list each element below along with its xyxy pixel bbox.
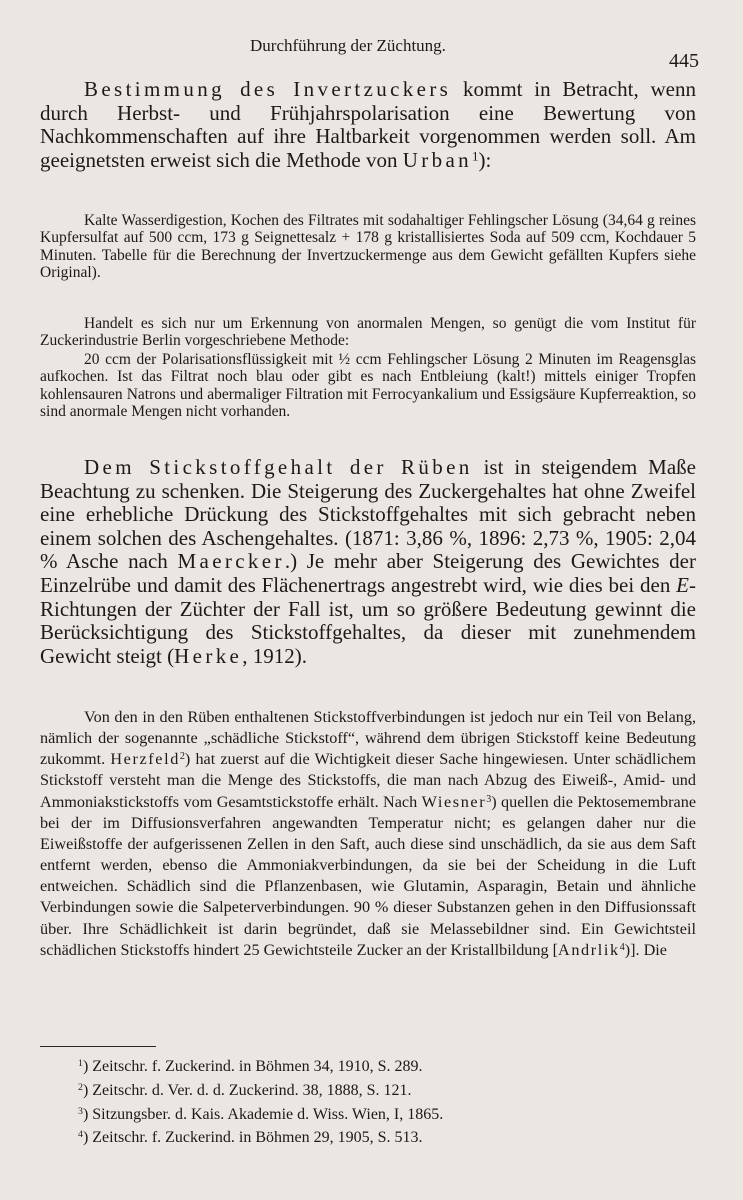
author-maercker: Maercker — [177, 549, 285, 574]
footnote-ref-1[interactable]: 1 — [472, 148, 479, 164]
running-head: Durchführung der Züchtung. — [250, 36, 446, 55]
footnote-ref-4[interactable]: 4 — [619, 941, 625, 953]
footnote-3: $^3$) Sitzungsber. d. Kais. Akademie d. Wiss. Wien, I, 1865. — [78, 1105, 444, 1123]
paragraph-schaedlicher-stickstoff: Von den in den Rüben enthaltenen Stickstoffverbindungen ist jedoch nur ein Teil von Belang, nämlich der sogenannte „schädliche Stickstoff“, während dem übrigen Stickstoff keine Bedeutung zukommt. Herzfeld$^2$) hat zuerst auf die Wichtigkeit dieser Sache hingewiesen. Unter schädlichem Stickstoff versteht man die Menge des Stickstoffs, die man nach Abzug des Eiweiß-, Amid- und Ammoniakstickstoffs vom Gesamtstickstoffe erhält. Nach Wiesner$^3$) quellen die Pektosemembrane bei der im Diffusionsverfahren angewandten Temperatur nicht; es gelangen daher nur die Eiweißstoffe der aufgerissenen Zellen in den Saft, auch diese sind unschädlich, da sie aus dem Saft entfernt werden, ebenso die Ammoniakverbindungen, da sie bei der Scheidung in die Luft entweichen. Schädlich sind die Pflanzenbasen, wie Glutamin, Asparagin, Betain und ähnliche Verbindungen sowie die Salpeterverbindungen. 90 % dieser Substanzen gehen in den Diffusionssaft über. Ihre Schädlichkeit ist darin begründet, daß sie Melassebildner sind. Ein Gewichtsteil schädlichen Stickstoffs hindert 25 Gewichtsteile Zucker an der Kristallbildung [Andrlik$^4$)]. Die — [40, 708, 696, 959]
author-andrlik: Andrlik — [558, 940, 620, 959]
author-herke: Herke — [174, 643, 243, 668]
emphasis-invertzucker: Bestimmung des Invertzuckers — [84, 77, 452, 101]
e-richtung-letter: E — [676, 572, 689, 597]
author-wiesner: Wiesner — [421, 792, 487, 811]
footnotes — [78, 1055, 678, 1150]
footnote-divider — [40, 1046, 156, 1047]
paragraph-urban-method: Kalte Wasserdigestion, Kochen des Filtrates mit sodahaltiger Fehlingscher Lösung (34,64 g reines Kupfersulfat auf 500 ccm, 173 g Seignettesalz + 178 g kristallisiertes Soda auf 509 ccm, Kochdauer 5 Minuten. Tabelle für die Berechnung der Invertzuckermenge aus dem Gewicht gefällten Kupfers siehe Original). — [40, 212, 696, 282]
paragraph-invertzucker: Bestimmung des Invertzuckers kommt in Betracht, wenn durch Herbst- und Frühjahrspolarisation eine Bewertung von Nachkommenschaften auf ihre Haltbarkeit vorgenommen werden soll. Am geeignetsten erweist sich die Methode von Urban$^1$): — [40, 77, 696, 172]
paragraph-test-procedure: 20 ccm der Polarisationsflüssigkeit mit ½ ccm Fehlingscher Lösung 2 Minuten im Reagensglas aufkochen. Ist das Filtrat noch blau oder gibt es nach Entbleiung (kalt!) mittels einiger Tropfen kohlensauren Natrons und abermaliger Filtration mit Ferrocyankalium und Essigsäure Kupferreaktion, so sind anormale Mengen nicht vorhanden. — [40, 351, 696, 421]
paragraph-stickstoff: Dem Stickstoffgehalt der Rüben ist in steigendem Maße Beachtung zu schenken. Die Steigerung des Zuckergehaltes hat ohne Zweifel eine erhebliche Drückung des Stickstoffgehaltes mit sich gebracht neben einem solchen des Aschengehaltes. (1871: 3,86 %, 1896: 2,73 %, 1905: 2,04 % Asche nach Maercker.) Je mehr aber Steigerung des Gewichtes der Einzelrübe und damit des Flächenertrags angestrebt wird, wie dies bei den E-Richtungen der Züchter der Fall ist, um so größere Bedeutung gewinnt die Berücksichtigung des Stickstoffgehaltes, da dieser mit zunehmendem Gewicht steigt (Herke, 1912). — [40, 455, 696, 668]
author-herzfeld: Herzfeld — [110, 750, 180, 769]
footnote-ref-2[interactable]: 2 — [179, 751, 185, 763]
author-urban: Urban — [402, 147, 473, 172]
paragraph-institut-method: Handelt es sich nur um Erkennung von anormalen Mengen, so genügt die vom Institut für Zuckerindustrie Berlin vorgeschriebene Methode: — [40, 315, 696, 350]
footnote-4: $^4$) Zeitschr. f. Zuckerind. in Böhmen 29, 1905, S. 513. — [78, 1129, 423, 1147]
emphasis-stickstoffgehalt: Dem Stickstoffgehalt der Rüben — [84, 455, 473, 479]
footnote-1: $^1$) Zeitschr. f. Zuckerind. in Böhmen 34, 1910, S. 289. — [78, 1058, 423, 1075]
footnote-ref-3[interactable]: 3 — [486, 793, 492, 805]
footnote-2: $^2$) Zeitschr. d. Ver. d. d. Zuckerind. 38, 1888, S. 121. — [78, 1081, 412, 1099]
page-number: 445 — [669, 50, 699, 72]
